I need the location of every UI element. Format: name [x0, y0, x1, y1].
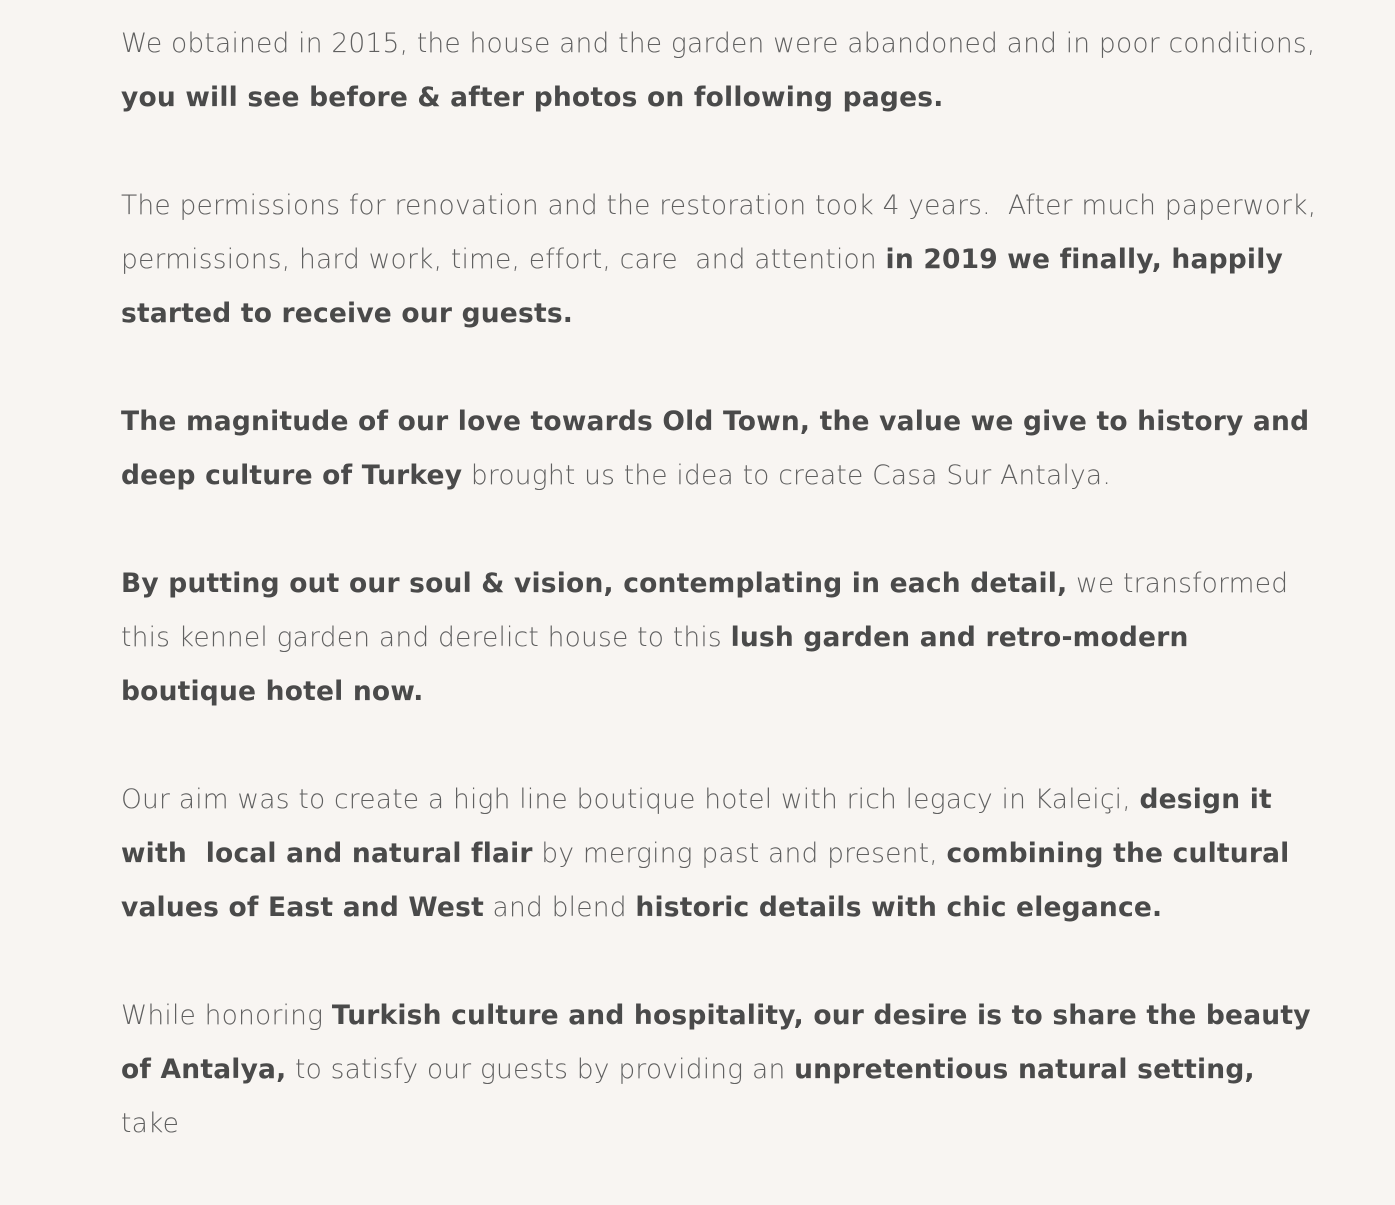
text-segment-bold: The magnitude of our love towards Old Town, the value we give to history and deep culture of Turkey: [121, 406, 1319, 491]
paragraph-inspiration: [121, 395, 1321, 503]
text-segment-bold: lush garden and retro-modern boutique hotel now.: [121, 622, 1198, 707]
text-segment: take: [121, 1054, 1264, 1139]
paragraph-transformation: [121, 557, 1321, 719]
text-segment-bold: you will see before & after photos on following pages.: [121, 82, 944, 113]
text-segment: by merging past and present,: [532, 838, 947, 869]
paragraph-renovation: [121, 179, 1325, 341]
text-segment: to satisfy our guests by providing an: [286, 1054, 795, 1085]
text-segment-bold: in 2019 we finally, happily started to receive our guests.: [121, 244, 1293, 329]
text-segment: we transformed this kennel garden and derelict house to this: [121, 568, 1297, 653]
text-segment-bold: combining the cultural values of East and West: [121, 838, 1299, 923]
paragraph-desire: [121, 989, 1321, 1151]
story-content: [121, 17, 1325, 1205]
text-segment: and blend: [483, 892, 636, 923]
text-segment-bold: historic details with chic elegance.: [635, 892, 1163, 923]
text-segment-bold: unpretentious natural setting,: [794, 1054, 1255, 1085]
paragraph-acquisition: [121, 17, 1325, 125]
text-segment: The permissions for renovation and the restoration took 4 years. After much paperwork, permissions, hard work, time, effort, care and attention: [121, 190, 1325, 275]
text-segment: While honoring: [121, 1000, 332, 1031]
text-segment: brought us the idea to create Casa Sur Antalya.: [462, 460, 1111, 491]
text-segment: Our aim was to create a high line boutique hotel with rich legacy in Kaleiçi,: [121, 784, 1140, 815]
text-segment-bold: design it with local and natural flair: [121, 784, 1282, 869]
paragraph-aim: [121, 773, 1321, 935]
text-segment-bold: By putting out our soul & vision, contemplating in each detail,: [121, 568, 1068, 599]
text-segment-bold: Turkish culture and hospitality, our desire is to share the beauty of Antalya,: [121, 1000, 1321, 1085]
text-segment: We obtained in 2015, the house and the garden were abandoned and in poor conditions,: [121, 28, 1325, 59]
